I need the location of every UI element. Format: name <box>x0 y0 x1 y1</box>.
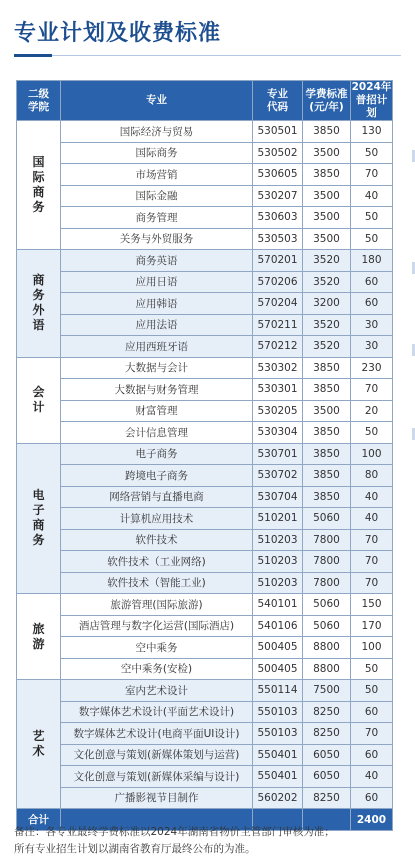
tuition-fee: 3850 <box>303 379 351 401</box>
major-code: 550114 <box>253 680 303 702</box>
major-code: 530302 <box>253 357 303 379</box>
table-row <box>17 121 393 143</box>
enrollment-plan: 40 <box>351 486 393 508</box>
enrollment-plan: 170 <box>351 615 393 637</box>
major-name: 软件技术（工业网络) <box>61 551 253 573</box>
enrollment-plan: 70 <box>351 723 393 745</box>
major-name: 空中乘务 <box>61 637 253 659</box>
major-name: 国际经济与贸易 <box>61 121 253 143</box>
note-line: 所有专业招生计划以湖南省教育厅最终公布的为准。 <box>14 843 256 855</box>
table-row <box>17 615 393 637</box>
enrollment-plan: 60 <box>351 271 393 293</box>
table-row <box>17 142 393 164</box>
major-code: 530301 <box>253 379 303 401</box>
enrollment-plan: 70 <box>351 529 393 551</box>
enrollment-plan: 50 <box>351 658 393 680</box>
major-code: 510201 <box>253 508 303 530</box>
major-code: 570201 <box>253 250 303 272</box>
enrollment-plan: 50 <box>351 142 393 164</box>
major-name: 财富管理 <box>61 400 253 422</box>
college-name: 艺 术 <box>17 680 61 809</box>
tuition-fee: 3500 <box>303 142 351 164</box>
table-row <box>17 680 393 702</box>
tuition-fee: 3520 <box>303 314 351 336</box>
table-header-row <box>17 81 393 121</box>
tuition-fee: 6050 <box>303 766 351 788</box>
tuition-fee: 3850 <box>303 486 351 508</box>
major-name: 计算机应用技术 <box>61 508 253 530</box>
college-name: 旅 游 <box>17 594 61 680</box>
major-name: 应用日语 <box>61 271 253 293</box>
table-row <box>17 379 393 401</box>
enrollment-plan-table <box>16 80 393 831</box>
major-code: 530207 <box>253 185 303 207</box>
enrollment-plan: 180 <box>351 250 393 272</box>
major-name: 室内艺术设计 <box>61 680 253 702</box>
enrollment-plan: 60 <box>351 701 393 723</box>
tuition-fee: 8250 <box>303 723 351 745</box>
enrollment-plan: 40 <box>351 508 393 530</box>
enrollment-plan: 20 <box>351 400 393 422</box>
tuition-fee: 3850 <box>303 121 351 143</box>
major-name: 关务与外贸服务 <box>61 228 253 250</box>
major-code: 510203 <box>253 572 303 594</box>
table-row <box>17 508 393 530</box>
enrollment-plan: 80 <box>351 465 393 487</box>
enrollment-plan: 60 <box>351 744 393 766</box>
major-code: 530502 <box>253 142 303 164</box>
college-name: 会 计 <box>17 357 61 443</box>
major-name: 国际商务 <box>61 142 253 164</box>
enrollment-plan: 60 <box>351 787 393 809</box>
major-name: 广播影视节目制作 <box>61 787 253 809</box>
major-name: 电子商务 <box>61 443 253 465</box>
table-row <box>17 443 393 465</box>
major-name: 文化创意与策划(新媒体策划与运营) <box>61 744 253 766</box>
enrollment-plan: 50 <box>351 422 393 444</box>
table-row <box>17 314 393 336</box>
major-code: 570204 <box>253 293 303 315</box>
major-name: 数字媒体艺术设计(平面艺术设计) <box>61 701 253 723</box>
table-row <box>17 185 393 207</box>
header-code: 专业 代码 <box>253 81 303 121</box>
table-row <box>17 572 393 594</box>
header-major: 专业 <box>61 81 253 121</box>
enrollment-plan: 100 <box>351 443 393 465</box>
table-row <box>17 744 393 766</box>
major-name: 数字媒体艺术设计(电商平面UI设计) <box>61 723 253 745</box>
page-title: 专业计划及收费标准 <box>14 21 222 46</box>
major-code: 500405 <box>253 637 303 659</box>
major-name: 软件技术 <box>61 529 253 551</box>
enrollment-plan: 70 <box>351 164 393 186</box>
major-code: 570206 <box>253 271 303 293</box>
major-code: 570212 <box>253 336 303 358</box>
header-plan: 2024年 普招计划 <box>351 81 392 119</box>
enrollment-plan: 30 <box>351 336 393 358</box>
enrollment-plan: 230 <box>351 357 393 379</box>
tuition-fee: 3500 <box>303 228 351 250</box>
college-name: 国 际 商 务 <box>17 121 61 250</box>
major-code: 550103 <box>253 723 303 745</box>
table-row <box>17 701 393 723</box>
table-row <box>17 551 393 573</box>
major-code: 530205 <box>253 400 303 422</box>
major-code: 530501 <box>253 121 303 143</box>
table-row <box>17 293 393 315</box>
major-code: 530503 <box>253 228 303 250</box>
major-code: 550103 <box>253 701 303 723</box>
major-code: 510203 <box>253 529 303 551</box>
major-code: 560202 <box>253 787 303 809</box>
major-code: 570211 <box>253 314 303 336</box>
tuition-fee: 8800 <box>303 637 351 659</box>
tuition-fee: 8800 <box>303 658 351 680</box>
table-row <box>17 400 393 422</box>
table-row <box>17 465 393 487</box>
enrollment-plan: 70 <box>351 379 393 401</box>
table-row <box>17 529 393 551</box>
major-name: 大数据与会计 <box>61 357 253 379</box>
tuition-fee: 8250 <box>303 701 351 723</box>
tuition-fee: 3850 <box>303 422 351 444</box>
tuition-fee: 7800 <box>303 529 351 551</box>
major-code: 540106 <box>253 615 303 637</box>
enrollment-plan: 50 <box>351 680 393 702</box>
table-row <box>17 637 393 659</box>
tuition-fee: 3850 <box>303 357 351 379</box>
enrollment-plan: 70 <box>351 572 393 594</box>
major-code: 530304 <box>253 422 303 444</box>
enrollment-plan: 50 <box>351 228 393 250</box>
major-name: 文化创意与策划(新媒体采编与设计) <box>61 766 253 788</box>
major-code: 550401 <box>253 744 303 766</box>
tuition-fee: 7800 <box>303 551 351 573</box>
header-college: 二级 学院 <box>17 81 61 121</box>
title-underline <box>14 55 401 56</box>
major-name: 应用韩语 <box>61 293 253 315</box>
note-line: 备注：各专业最终学费标准以2024年湖南省物价主管部门审核为准； <box>14 826 335 838</box>
table-row <box>17 228 393 250</box>
college-name: 电 子 商 务 <box>17 443 61 594</box>
major-name: 网络营销与直播电商 <box>61 486 253 508</box>
tuition-fee: 3520 <box>303 250 351 272</box>
tuition-fee: 3850 <box>303 164 351 186</box>
major-code: 500405 <box>253 658 303 680</box>
tuition-fee: 3850 <box>303 465 351 487</box>
tuition-fee: 7800 <box>303 572 351 594</box>
total-plan: 2400 <box>351 809 393 831</box>
tuition-fee: 3520 <box>303 271 351 293</box>
tuition-fee: 3520 <box>303 336 351 358</box>
enrollment-plan: 50 <box>351 207 393 229</box>
major-name: 商务管理 <box>61 207 253 229</box>
enrollment-plan: 40 <box>351 185 393 207</box>
table-row <box>17 207 393 229</box>
college-name: 商 务 外 语 <box>17 250 61 358</box>
total-label: 合计 <box>17 809 61 831</box>
major-name: 跨境电子商务 <box>61 465 253 487</box>
tuition-fee: 3500 <box>303 185 351 207</box>
major-code: 530605 <box>253 164 303 186</box>
tuition-fee: 3850 <box>303 443 351 465</box>
tuition-fee: 3500 <box>303 207 351 229</box>
enrollment-plan: 30 <box>351 314 393 336</box>
enrollment-plan: 70 <box>351 551 393 573</box>
table-row <box>17 658 393 680</box>
major-code: 530702 <box>253 465 303 487</box>
tuition-fee: 7500 <box>303 680 351 702</box>
major-code: 530701 <box>253 443 303 465</box>
major-name: 市场营销 <box>61 164 253 186</box>
table-row <box>17 486 393 508</box>
major-code: 530603 <box>253 207 303 229</box>
enrollment-plan: 130 <box>351 121 393 143</box>
table-row <box>17 271 393 293</box>
table-row <box>17 336 393 358</box>
major-code: 540101 <box>253 594 303 616</box>
major-name: 应用西班牙语 <box>61 336 253 358</box>
major-name: 会计信息管理 <box>61 422 253 444</box>
major-code: 510203 <box>253 551 303 573</box>
tuition-fee: 6050 <box>303 744 351 766</box>
table-row <box>17 766 393 788</box>
table-row <box>17 723 393 745</box>
enrollment-plan: 60 <box>351 293 393 315</box>
major-name: 旅游管理(国际旅游) <box>61 594 253 616</box>
major-name: 商务英语 <box>61 250 253 272</box>
tuition-fee: 5060 <box>303 594 351 616</box>
major-name: 酒店管理与数字化运营(国际酒店) <box>61 615 253 637</box>
tuition-fee: 5060 <box>303 508 351 530</box>
major-name: 国际金融 <box>61 185 253 207</box>
major-name: 应用法语 <box>61 314 253 336</box>
enrollment-plan: 100 <box>351 637 393 659</box>
major-name: 软件技术（智能工业) <box>61 572 253 594</box>
major-code: 530704 <box>253 486 303 508</box>
header-fee: 学费标准 (元/年) <box>303 81 351 121</box>
table-row <box>17 787 393 809</box>
major-name: 空中乘务(安检) <box>61 658 253 680</box>
table-row <box>17 594 393 616</box>
enrollment-plan: 40 <box>351 766 393 788</box>
tuition-fee: 8250 <box>303 787 351 809</box>
table-row <box>17 164 393 186</box>
table-row <box>17 357 393 379</box>
enrollment-plan: 150 <box>351 594 393 616</box>
tuition-fee: 3200 <box>303 293 351 315</box>
major-code: 550401 <box>253 766 303 788</box>
footnote <box>14 824 406 858</box>
table-row <box>17 422 393 444</box>
major-name: 大数据与财务管理 <box>61 379 253 401</box>
tuition-fee: 3500 <box>303 400 351 422</box>
tuition-fee: 5060 <box>303 615 351 637</box>
table-row <box>17 250 393 272</box>
